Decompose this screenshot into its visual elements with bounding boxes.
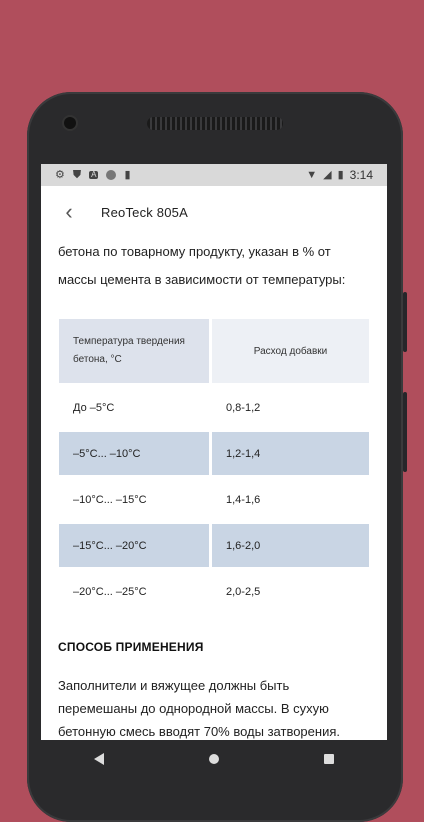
- table-cell-dosage: 0,8-1,2: [226, 401, 261, 414]
- shield-icon: ⛊: [72, 168, 82, 181]
- circle-icon: [106, 170, 116, 180]
- dosage-table: [56, 316, 372, 616]
- table-row: [59, 432, 369, 475]
- signal-icon: ◢: [323, 168, 332, 181]
- status-bar: [41, 164, 387, 186]
- battery-icon: ▮: [337, 168, 344, 181]
- sd-card-icon: ▮: [124, 168, 131, 181]
- intro-text: бетона по товарному продукту, указан в % от массы цемента в зависимости от температуры:: [58, 244, 346, 287]
- table-header-temperature: Температура твердения бетона, °С: [59, 319, 209, 383]
- content: [58, 238, 370, 740]
- table-cell-temperature: До –5°С: [73, 401, 115, 414]
- speaker-grille: [147, 117, 283, 130]
- table-row: [59, 478, 369, 521]
- table-header-row: [59, 319, 369, 383]
- front-camera: [64, 117, 76, 129]
- recents-square-icon[interactable]: [324, 754, 334, 764]
- a-badge-icon: A: [91, 170, 97, 179]
- power-button: [403, 292, 407, 352]
- gear-icon: ⚙: [55, 168, 65, 181]
- section-title: СПОСОБ ПРИМЕНЕНИЯ: [58, 640, 204, 654]
- table-row: [59, 524, 369, 567]
- screen: [41, 164, 387, 740]
- table-cell-dosage: 1,4-1,6: [226, 493, 261, 506]
- volume-button: [403, 392, 407, 472]
- table-cell-temperature: –10°С... –15°С: [73, 493, 147, 506]
- chevron-left-icon[interactable]: ‹: [65, 199, 73, 224]
- table-cell-temperature: –15°С... –20°С: [59, 524, 209, 567]
- table-cell-dosage: 2,0-2,5: [226, 585, 261, 598]
- table-header-dosage: Расход добавки: [212, 319, 369, 383]
- back-triangle-icon[interactable]: [94, 753, 104, 765]
- table-cell-dosage: 1,6-2,0: [212, 524, 369, 567]
- status-time: 3:14: [349, 168, 373, 182]
- table-row: [59, 386, 369, 429]
- navigation-bar: [41, 740, 387, 778]
- wifi-icon: ▼: [306, 168, 318, 181]
- table-cell-dosage: 1,2-1,4: [212, 432, 369, 475]
- app-bar: [41, 186, 387, 238]
- table-row: [59, 570, 369, 613]
- table-cell-temperature: –20°С... –25°С: [73, 585, 147, 598]
- page-title: ReoTeck 805A: [101, 204, 188, 220]
- table-cell-temperature: –5°С... –10°С: [59, 432, 209, 475]
- home-circle-icon[interactable]: [209, 754, 219, 764]
- usage-paragraph: Заполнители и вяжущее должны быть перемешаны до однородной массы. В сухую бетонную смесь вводят 70% воды затворения.: [58, 678, 340, 739]
